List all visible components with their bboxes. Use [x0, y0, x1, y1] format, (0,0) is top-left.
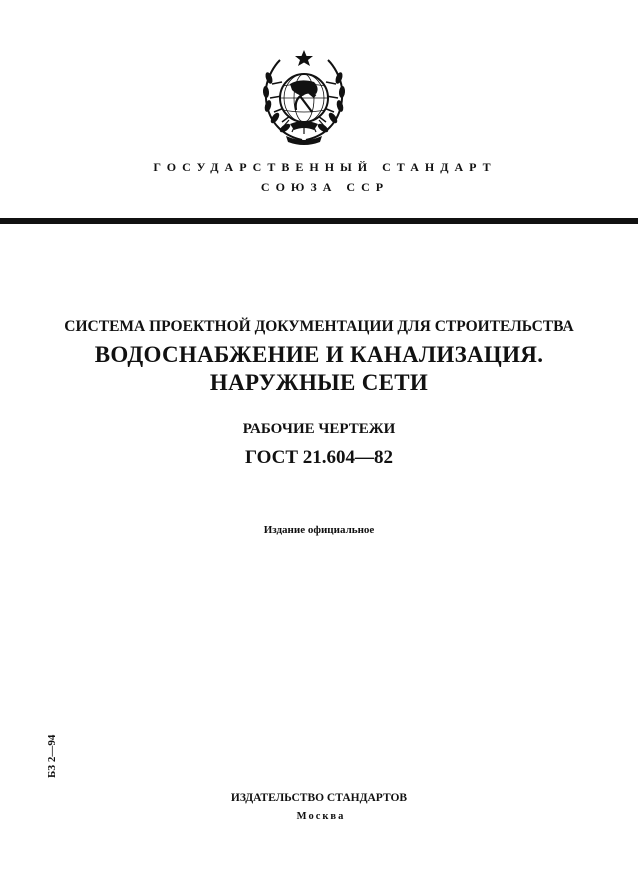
edition-note: Издание официальное — [263, 524, 375, 536]
document-title-line-1: ВОДОСНАБЖЕНИЕ И КАНАЛИЗАЦИЯ. — [94, 342, 544, 367]
document-subtitle: РАБОЧИЕ ЧЕРТЕЖИ — [242, 421, 396, 437]
publisher-city: Москва — [296, 811, 346, 822]
header-subtitle: СОЮЗА ССР — [260, 180, 390, 194]
publisher-name: ИЗДАТЕЛЬСТВО СТАНДАРТОВ — [230, 792, 408, 804]
ussr-state-emblem-icon — [256, 48, 352, 146]
header-title: ГОСУДАРСТВЕННЫЙ СТАНДАРТ — [153, 160, 497, 174]
document-series: СИСТЕМА ПРОЕКТНОЙ ДОКУМЕНТАЦИИ ДЛЯ СТРОИТЕЛЬСТВА — [64, 318, 574, 335]
header-divider — [0, 218, 638, 224]
document-title-line-2: НАРУЖНЫЕ СЕТИ — [209, 370, 429, 395]
standard-number: ГОСТ 21.604—82 — [244, 447, 394, 468]
side-code: БЗ 2—94 — [46, 734, 58, 778]
